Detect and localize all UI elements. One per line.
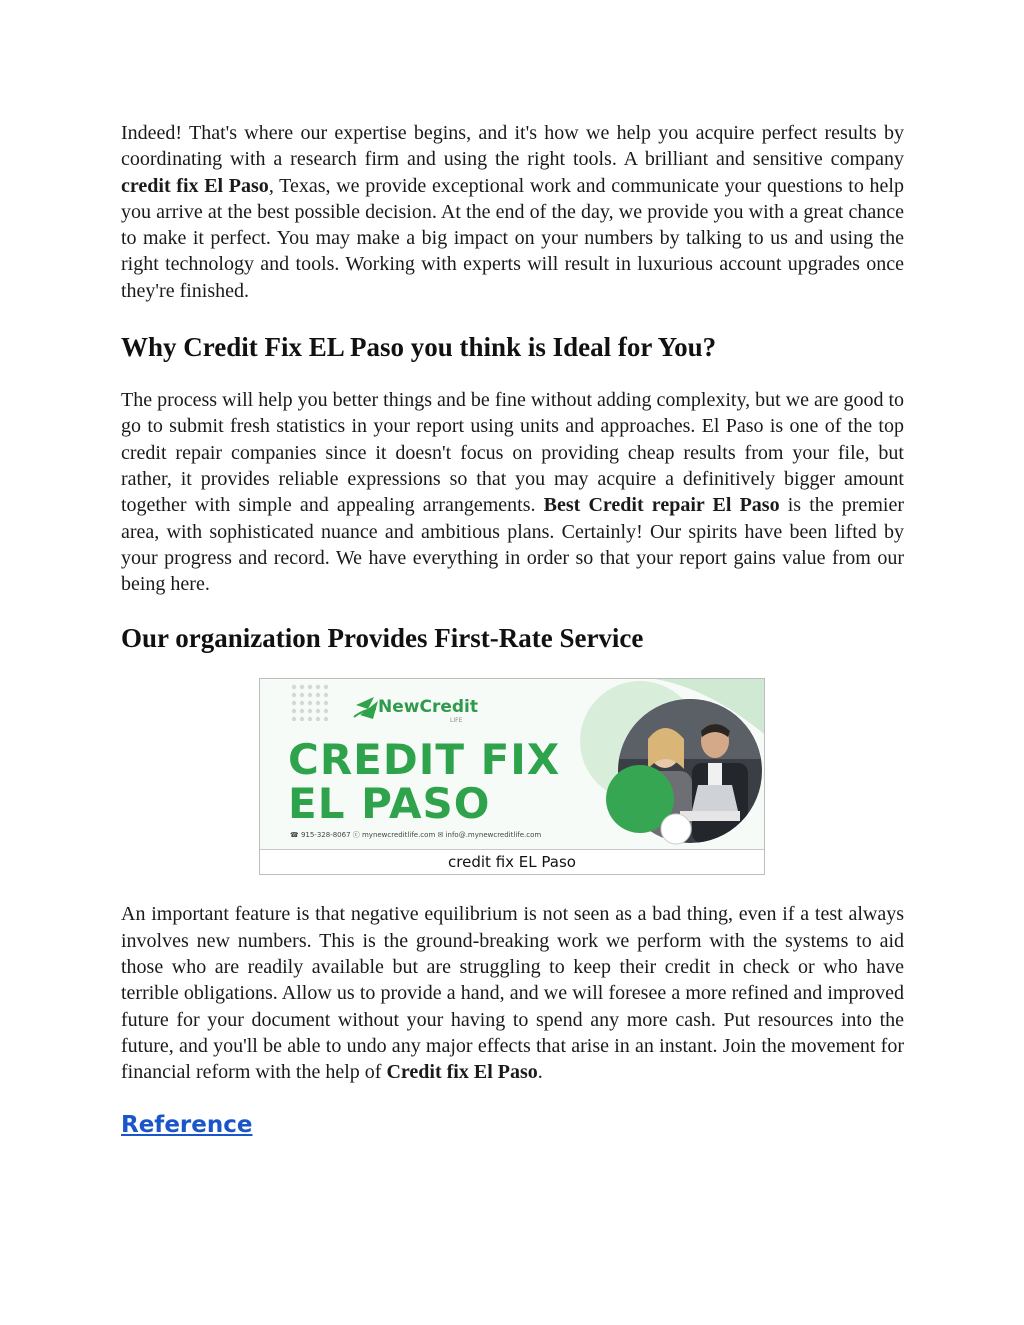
- figure-caption: credit fix EL Paso: [260, 849, 764, 874]
- document-page: [121, 120, 904, 1138]
- newcredit-logo-subtext: LIFE: [450, 717, 463, 725]
- white-circle-small: [661, 814, 691, 844]
- heading-why-credit-fix: Why Credit Fix EL Paso you think is Ideal for You?: [121, 332, 717, 363]
- why-text: The process will help you better things and be fine without adding complexity, but we are good to go to submit fresh statistics in your report using units and approaches. El Paso is one of the top credit repair companies since it doesn't focus on providing cheap results from your file, but rather, it provides reliable expressions so that you may acquire a definitively bigger amount together with simple and appealing arrangements.: [121, 389, 904, 517]
- why-text-rest: is the premier area, with sophisticated nuance and ambitious plans. Certainly! Our spirits have been lifted by your progress and record. We have everything in order so that your report gains value from our being here.: [121, 494, 904, 596]
- banner-headline-line2: EL PASO: [288, 779, 491, 829]
- banner-figure: [259, 678, 765, 875]
- banner-headline-line1: CREDIT FIX: [288, 735, 561, 785]
- closing-text: An important feature is that negative equilibrium is not seen as a bad thing, even if a test always involves new numbers. This is the ground-breaking work we perform with the systems to aid those who are readily available but are struggling to keep their credit in check or who have terrible obligations. Allow us to provide a hand, and we will foresee a more refined and improved future for your document without your having to spend any more cash. Put resources into the future, and you'll be able to undo any major effects that arise in an instant. Join the movement for financial reform with the help of: [121, 903, 904, 1084]
- intro-text: Indeed! That's where our expertise begins, and it's how we help you acquire perfect results by coordinating with a research firm and using the right tools. A brilliant and sensitive company: [121, 122, 904, 171]
- best-link-text[interactable]: Best: [543, 494, 581, 517]
- newcredit-logo-text: NewCredit: [378, 697, 478, 718]
- newcredit-logo-icon: [354, 697, 378, 719]
- closing-paragraph: [121, 901, 904, 1085]
- best-credit-repair-link[interactable]: [544, 494, 780, 516]
- credit-fix-banner-image: [260, 679, 764, 849]
- reference-link[interactable]: Reference: [121, 1111, 253, 1138]
- banner-contact-info: ☎ 915-328-8067 ⓒ mynewcreditlife.com ✉ info@.mynewcreditlife.com: [290, 831, 542, 840]
- intro-paragraph: [121, 120, 904, 304]
- dot-grid-decoration: [292, 685, 328, 721]
- intro-text-rest: , Texas, we provide exceptional work and communicate your questions to help you arrive at the best possible decision. At the end of the day, we provide you with a great chance to make it perfect. You may make a big impact on your numbers by talking to us and using the right technology and tools. Working with experts will result in luxurious account upgrades once they're finished.: [121, 174, 904, 302]
- why-paragraph: [121, 387, 904, 597]
- closing-bold-keyword: Credit fix El Paso: [386, 1061, 538, 1084]
- heading-first-rate-service: Our organization Provides First-Rate Service: [121, 623, 644, 654]
- closing-text-end: .: [537, 1061, 543, 1084]
- intro-bold-keyword: credit fix El Paso: [121, 174, 269, 197]
- credit-repair-bold-text: Credit repair El Paso: [580, 494, 780, 517]
